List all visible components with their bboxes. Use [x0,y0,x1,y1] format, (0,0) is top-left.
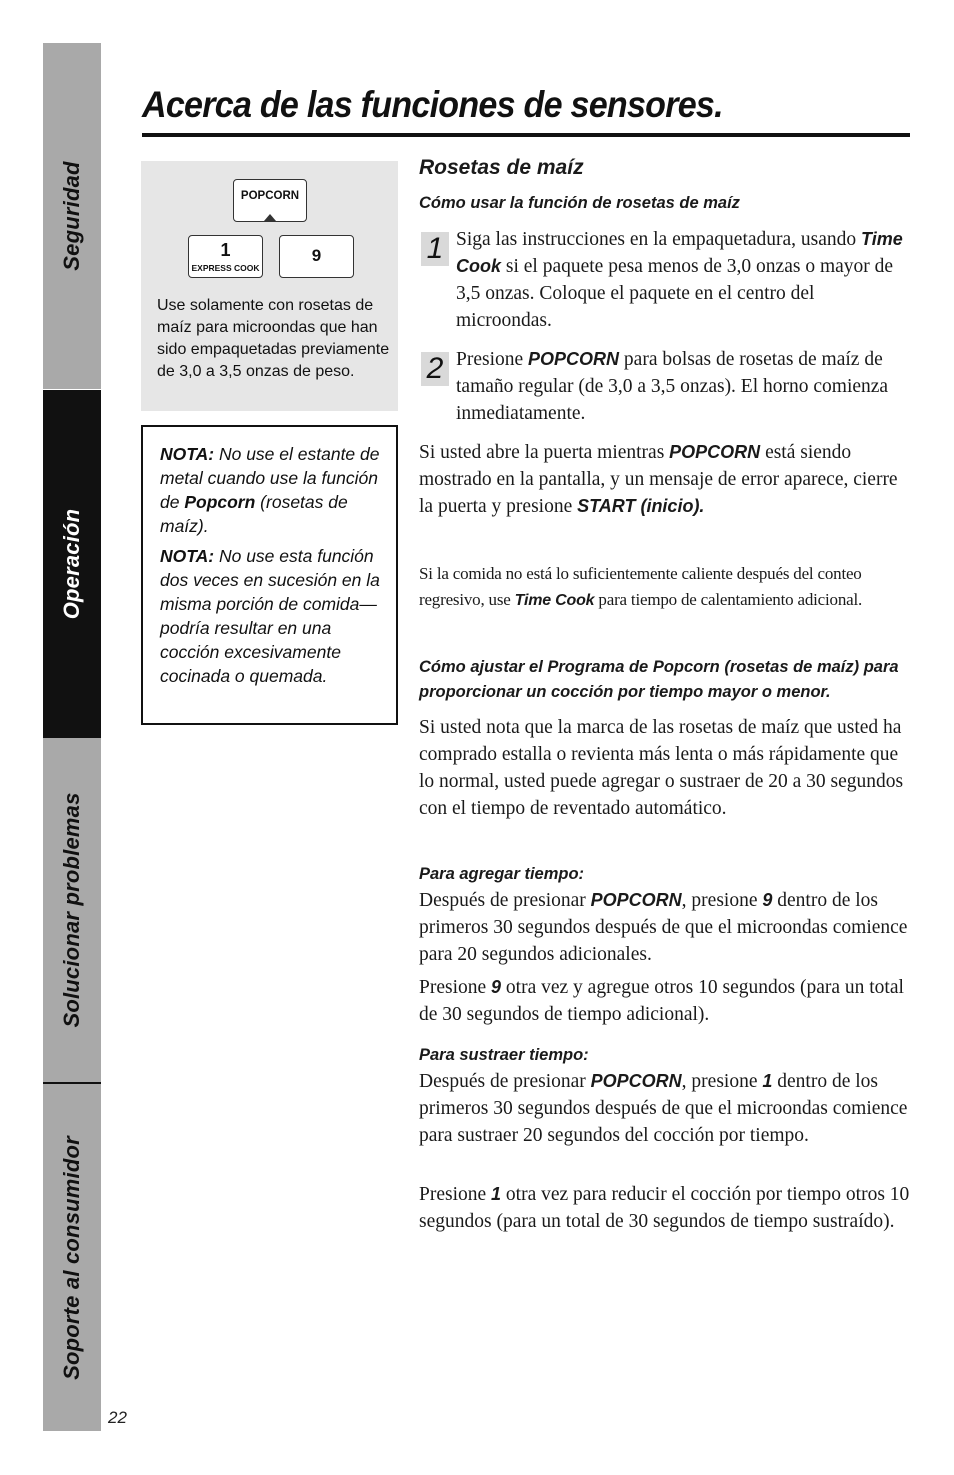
keyword: POPCORN [669,442,761,462]
subtract-time-paragraph-1 [419,1068,911,1149]
paragraph-text: para tiempo de calentamiento adicional. [594,590,863,609]
door-paragraph [419,439,911,520]
key-9-number: 9 [311,246,322,265]
paragraph-text: otra vez y agregue otros 10 segundos (para un total de 30 segundos de tiempo adicional). [419,977,904,1025]
note-keyword: Popcorn [184,492,256,512]
warm-paragraph [419,561,911,614]
tab-soporte-al-consumidor[interactable] [43,1084,101,1431]
step-text: para bolsas de rosetas de maíz de tamaño regular (de 3,0 a 3,5 onzas). El horno comienza inmediatamente. [456,349,889,424]
paragraph-text: Si usted abre la puerta mientras [419,442,670,463]
keypad-panel [141,161,398,411]
note-label: NOTA: [160,546,215,566]
paragraph-text: otra vez para reducir el cocción por tiempo otros 10 segundos (para un total de 30 segundos de tiempo sustraído). [419,1184,910,1232]
key-1 [188,235,263,278]
paragraph-text: Si la comida no está lo suficientemente caliente después del conteo regresivo, use [419,564,862,609]
step-number: 2 [421,352,449,386]
note-1 [160,442,386,538]
subtract-time-paragraph-2 [419,1181,911,1235]
page-number: 22 [108,1408,127,1427]
key-1-sublabel: EXPRESS COOK [191,263,260,273]
tab-label: Seguridad [59,161,84,271]
title-rule [142,133,910,137]
keypad-caption: Use solamente con rosetas de maíz para microondas que han sido empaquetadas previamente de 3,0 a 3,5 onzas de peso. [157,297,390,380]
note-text: No use esta función dos veces en sucesión en la misma porción de comida— podría resultar en una cocción excesivamente cocinada o quemada. [160,546,380,686]
paragraph-text: Después de presionar [419,1071,591,1092]
tab-solucionar-problemas[interactable] [43,738,101,1082]
tab-seguridad[interactable] [43,43,101,389]
tab-operacion[interactable] [43,390,101,738]
add-time-heading: Para agregar tiempo: [419,865,585,883]
step-number: 1 [421,232,449,266]
paragraph-text: , presione [681,890,763,911]
add-time-paragraph-1 [419,887,911,968]
keyword: Time Cook [514,592,595,609]
step-text: Siga las instrucciones en la empaquetadura, usando [456,229,862,250]
note-2 [160,544,386,688]
paragraph-text: , presione [681,1071,763,1092]
popcorn-key-label: POPCORN [240,190,300,202]
paragraph-text: está siendo mostrado en la pantalla, y un mensaje de error aparece, cierre la puerta y presione [419,442,898,517]
triangle-up-icon [264,214,276,221]
paragraph-text: dentro de los primeros 30 segundos después de que el microondas comience para sustraer 20 segundos del cocción por tiempo. [419,1071,908,1146]
paragraph-text: Después de presionar [419,890,591,911]
adjust-paragraph: Si usted nota que la marca de las rosetas de maíz que usted ha comprado estalla o revienta más lenta o más rápidamente que lo normal, usted puede agregar o sustraer de 20 a 30 segundos con el tiempo de reventado automático. [419,717,904,819]
step-text: si el paquete pesa menos de 3,0 onzas o mayor de 3,5 onzas. Coloque el paquete en el centro del microondas. [456,256,894,331]
tab-label: Soporte al consumidor [59,1135,84,1380]
step-text: Presione [456,349,529,370]
add-time-paragraph-2 [419,974,911,1028]
paragraph-text: Presione [419,1184,492,1205]
keyword: Time Cook [456,229,903,276]
page-title: Acerca de las funciones de sensores. [142,84,723,125]
keyword: POPCORN [528,349,620,369]
note-label: NOTA: [160,444,215,464]
subheading-use: Cómo usar la función de rosetas de maíz [419,194,740,212]
note-box [141,425,398,725]
keyword: POPCORN [590,1071,682,1091]
keyword: 9 [491,977,502,997]
paragraph-text: Presione [419,977,492,998]
keyword: 1 [491,1184,502,1204]
keyword: 1 [762,1071,773,1091]
note-text: No use el estante de metal cuando use la función de [160,444,380,512]
subtract-time-heading: Para sustraer tiempo: [419,1046,589,1064]
key-9 [279,235,354,278]
step-1-text [456,226,911,334]
tab-label: Solucionar problemas [59,792,84,1028]
popcorn-key [233,179,307,222]
key-1-number: 1 [220,240,231,260]
step-2-text [456,346,911,427]
note-text: (rosetas de maíz). [160,492,348,536]
keyword: 9 [762,890,773,910]
paragraph-text: dentro de los primeros 30 segundos después de que el microondas comience para 20 segundos adicionales. [419,890,908,965]
subheading-adjust: Cómo ajustar el Programa de Popcorn (rosetas de maíz) para proporcionar un cocción por tiempo mayor o menor. [419,658,899,701]
keyword: START (inicio). [577,496,705,516]
keyword: POPCORN [590,890,682,910]
tab-label: Operación [59,508,84,620]
section-heading: Rosetas de maíz [419,156,584,179]
